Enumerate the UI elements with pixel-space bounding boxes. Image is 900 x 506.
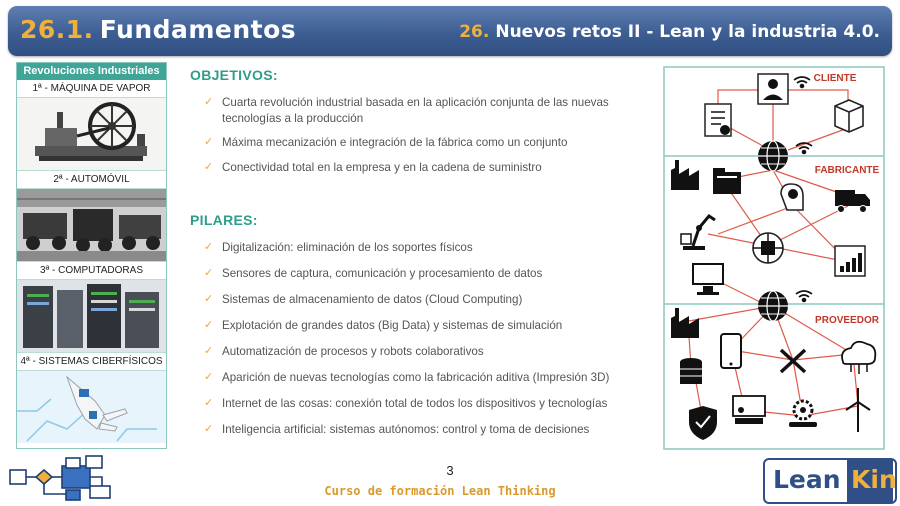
car-factory-image: [17, 189, 166, 262]
chapter-name: Nuevos retos II - Lean y la industria 4.0.: [495, 22, 880, 42]
diagram-label-cliente: CLIENTE: [813, 73, 857, 84]
diagram-label-proveedor: PROVEEDOR: [815, 315, 879, 326]
check-icon: ✓: [204, 267, 214, 279]
section-name: Fundamentos: [99, 15, 297, 44]
revolution-label: 3ª - COMPUTADORAS: [17, 262, 166, 280]
steam-engine-image: [17, 98, 166, 171]
chapter-number: 26.: [459, 22, 490, 42]
circuit-chip-icon: [753, 233, 783, 263]
globe-icon: [758, 141, 788, 171]
header-bar: [8, 6, 892, 56]
check-icon: ✓: [204, 160, 214, 173]
list-item: ✓ Máxima mecanización e integración de la fábrica como un conjunto: [204, 136, 568, 149]
pilares-title: PILARES:: [190, 212, 258, 228]
presentation-icon: [733, 396, 765, 424]
chapter-title: [459, 22, 880, 42]
leankin-logo: [763, 458, 897, 504]
list-item: ✓ Conectividad total en la empresa y en la cadena de suministro: [204, 160, 542, 174]
course-title: Curso de formación Lean Thinking: [324, 484, 556, 498]
list-item: ✓ Explotación de grandes datos (Big Data) y sistemas de simulación: [204, 319, 563, 332]
checklist-icon: [705, 104, 731, 136]
section-number: 26.1.: [20, 15, 94, 44]
diagram-label-fabricante: FABRICANTE: [814, 165, 880, 176]
revolution-label: 4ª - SISTEMAS CIBERFÍSICOS: [17, 353, 166, 371]
check-icon: ✓: [204, 319, 214, 331]
check-icon: ✓: [204, 345, 214, 357]
industry-network-diagram: [663, 66, 885, 450]
list-item: ✓ Sensores de captura, comunicación y procesamiento de datos: [204, 267, 543, 280]
revolution-label: 2ª - AUTOMÓVIL: [17, 171, 166, 189]
page-number: 3: [446, 463, 454, 478]
revolutions-panel: [16, 62, 167, 449]
smartphone-icon: [721, 334, 741, 368]
check-icon: ✓: [204, 423, 214, 435]
list-item: ✓ Aparición de nuevas tecnologías como la fabricación aditiva (Impresión 3D): [204, 371, 610, 384]
revolution-label: 1ª - MÁQUINA DE VAPOR: [17, 80, 166, 98]
check-icon: ✓: [204, 397, 214, 409]
list-item: ✓ Digitalización: eliminación de los soportes físicos: [204, 241, 473, 254]
growth-chart-icon: [835, 246, 865, 276]
list-item: ✓ Cuarta revolución industrial basada en la aplicación conjunta de las nuevas tecnologías a la producción: [204, 96, 609, 125]
pilares-list: [204, 240, 654, 448]
database-icon: [680, 358, 702, 384]
process-flow-logo-icon: [6, 452, 114, 502]
check-icon: ✓: [204, 371, 214, 383]
list-item: ✓ Internet de las cosas: conexión total de todos los dispositivos y tecnologías: [204, 397, 608, 410]
objetivos-title: OBJETIVOS:: [190, 67, 278, 83]
check-icon: ✓: [204, 136, 214, 148]
logo-text-left: Lean: [773, 465, 841, 494]
logo-text-right: Kin: [851, 465, 897, 494]
revolutions-title: Revoluciones Industriales: [17, 63, 166, 80]
check-icon: ✓: [204, 293, 214, 305]
customer-icon: [758, 74, 788, 104]
server-rack-image: [17, 280, 166, 353]
check-icon: ✓: [204, 96, 214, 108]
list-item: ✓ Inteligencia artificial: sistemas autónomos: control y toma de decisiones: [204, 423, 590, 436]
robot-hand-image: [17, 371, 166, 443]
list-item: ✓ Sistemas de almacenamiento de datos (Cloud Computing): [204, 293, 523, 306]
section-title: [20, 15, 296, 44]
objetivos-list: [204, 95, 644, 175]
globe-icon: [758, 291, 788, 321]
package-icon: [835, 100, 863, 132]
check-icon: ✓: [204, 241, 214, 253]
list-item: ✓ Automatización de procesos y robots colaborativos: [204, 345, 484, 358]
